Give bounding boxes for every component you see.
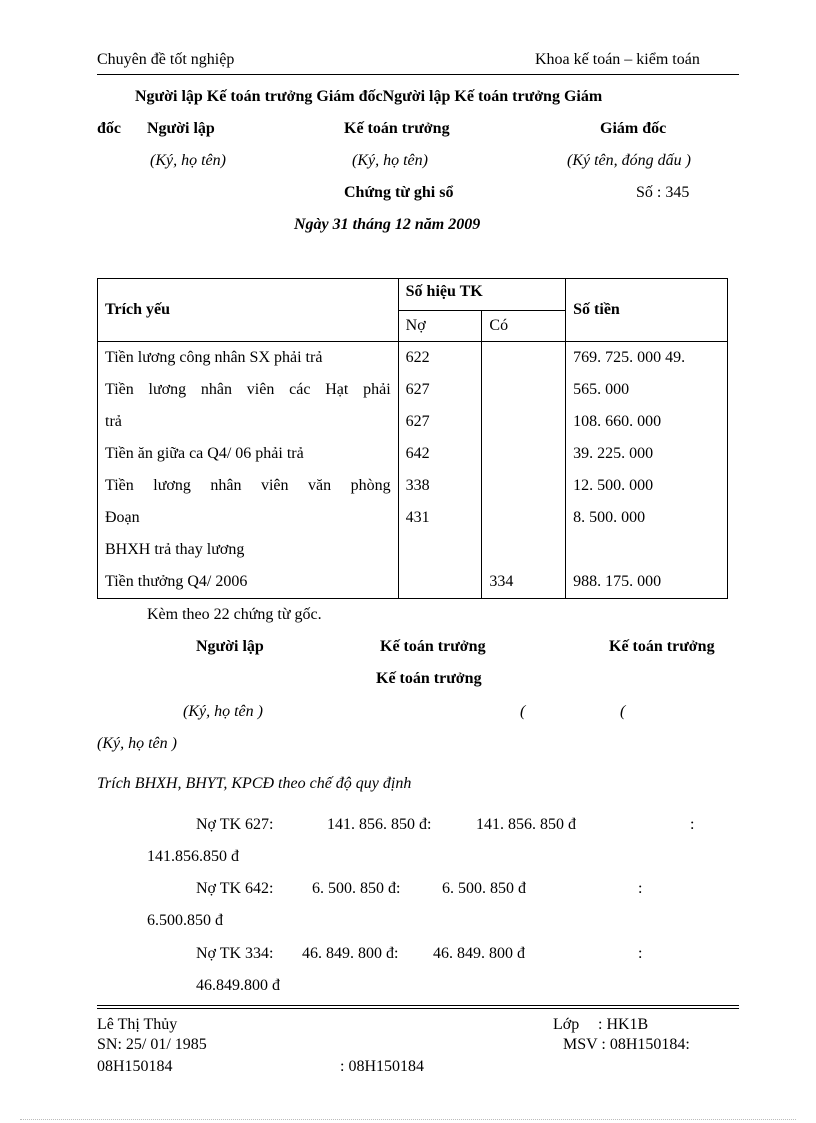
- amount-column: [566, 342, 728, 599]
- header-divider: [97, 74, 739, 75]
- entry-total: 46.849.800 đ: [196, 977, 280, 994]
- header-debit: Nợ: [398, 311, 482, 342]
- debit-column: [398, 342, 482, 599]
- debit-cell: 627: [405, 381, 430, 398]
- footer-class-value: : HK1B: [598, 1016, 649, 1033]
- sign-top-note-chief: (Ký, họ tên): [352, 152, 428, 169]
- header-summary: Trích yếu: [98, 279, 399, 342]
- amount-cell: 988. 175. 000: [573, 573, 662, 590]
- credit-column: [482, 342, 566, 599]
- credit-cell: [489, 438, 558, 470]
- entry-colon: :: [638, 880, 643, 897]
- amount-cell: 769. 725. 000 49.: [573, 349, 686, 366]
- sign-top-role-preparer: Người lập: [147, 120, 215, 137]
- header-amount: Số tiền: [566, 279, 728, 342]
- voucher-table: [97, 278, 728, 599]
- sign-bottom-chief-3: Kế toán trưởng: [376, 670, 482, 687]
- entry-value-2: 46. 849. 800 đ: [433, 945, 525, 962]
- sign-top-line1: Người lập Kế toán trưởng Giám đốcNgười lập Kế toán trưởng Giám: [135, 88, 603, 105]
- credit-cell: [489, 374, 558, 406]
- sign-top-role-chief: Kế toán trưởng: [344, 120, 450, 137]
- debit-cell: [406, 566, 475, 598]
- entry-colon: :: [638, 945, 643, 962]
- entry-value-2: 141. 856. 850 đ: [476, 816, 576, 833]
- debit-cell: 622: [405, 349, 430, 366]
- entry-label: Nợ TK 334:: [196, 945, 274, 962]
- footer-code-2: : 08H150184: [340, 1058, 424, 1075]
- amount-cell: 39. 225. 000: [573, 445, 654, 462]
- amount-cell: 8. 500. 000: [573, 509, 646, 526]
- summary-column: [98, 342, 399, 599]
- sign-bottom-paren-2: (: [620, 703, 626, 720]
- header-left: Chuyên đề tốt nghiệp: [97, 51, 235, 68]
- amount-cell: 108. 660. 000: [573, 413, 662, 430]
- amount-cell: 12. 500. 000: [573, 477, 654, 494]
- table-header-row: [98, 279, 728, 311]
- sign-bottom-note-2: (Ký, họ tên ): [97, 735, 177, 752]
- header-credit: Có: [482, 311, 566, 342]
- sign-top-prefix: đốc: [97, 120, 121, 137]
- entry-label: Nợ TK 642:: [196, 880, 274, 897]
- entry-colon: :: [690, 816, 695, 833]
- voucher-title: Chứng từ ghi sổ: [344, 184, 454, 201]
- sign-bottom-note-1: (Ký, họ tên ): [183, 703, 263, 720]
- credit-cell: [489, 534, 558, 566]
- summary-cell: Đoạn: [105, 509, 140, 526]
- entry-total: 141.856.850 đ: [147, 848, 239, 865]
- credit-cell: [489, 342, 558, 374]
- debit-cell: 431: [405, 509, 430, 526]
- header-right: Khoa kế toán – kiểm toán: [535, 51, 700, 68]
- voucher-date: Ngày 31 tháng 12 năm 2009: [294, 216, 481, 233]
- debit-cell: 642: [405, 445, 430, 462]
- credit-cell: 334: [489, 573, 514, 590]
- sign-bottom-paren-1: (: [520, 703, 526, 720]
- credit-cell: [489, 406, 558, 438]
- page-bottom-edge: [20, 1119, 796, 1120]
- footer-msv: MSV : 08H150184:: [563, 1036, 690, 1053]
- sign-bottom-chief-2: Kế toán trưởng: [609, 638, 715, 655]
- sign-bottom-preparer: Người lập: [196, 638, 264, 655]
- footer-dob: SN: 25/ 01/ 1985: [97, 1036, 207, 1053]
- summary-cell: Tiền lương nhân viên các Hạt phải: [105, 381, 391, 398]
- entry-value-2: 6. 500. 850 đ: [442, 880, 526, 897]
- entry-value-1: 46. 849. 800 đ:: [302, 945, 399, 962]
- summary-cell: BHXH trả thay lương: [105, 541, 245, 558]
- sign-top-note-preparer: (Ký, họ tên): [150, 152, 226, 169]
- entry-total: 6.500.850 đ: [147, 912, 223, 929]
- header-account: Số hiệu TK: [398, 279, 566, 311]
- amount-cell: [573, 534, 720, 566]
- summary-cell: trả: [105, 413, 122, 430]
- entry-value-1: 6. 500. 850 đ:: [312, 880, 401, 897]
- credit-cell: [489, 502, 558, 534]
- footer-code-1: 08H150184: [97, 1058, 173, 1075]
- credit-cell: [489, 470, 558, 502]
- amount-cell: 565. 000: [573, 381, 630, 398]
- summary-cell: Tiền lương công nhân SX phải trả: [105, 349, 323, 366]
- entry-label: Nợ TK 627:: [196, 816, 274, 833]
- sign-bottom-chief-1: Kế toán trưởng: [380, 638, 486, 655]
- sign-top-role-director: Giám đốc: [600, 120, 667, 137]
- sign-top-note-director: (Ký tên, đóng dấu ): [567, 152, 691, 169]
- debit-cell: [406, 534, 475, 566]
- debit-cell: 627: [405, 413, 430, 430]
- footer-class-label: Lớp: [553, 1016, 580, 1033]
- footer-name: Lê Thị Thủy: [97, 1016, 178, 1033]
- footer-divider: [97, 1005, 739, 1009]
- entry-value-1: 141. 856. 850 đ:: [327, 816, 432, 833]
- summary-cell: Tiền lương nhân viên văn phòng: [105, 477, 391, 494]
- voucher-number: Số : 345: [636, 184, 690, 201]
- attached-note: Kèm theo 22 chứng từ gốc.: [147, 606, 322, 623]
- bhxh-title: Trích BHXH, BHYT, KPCĐ theo chế độ quy định: [97, 775, 412, 792]
- summary-cell: Tiền ăn giữa ca Q4/ 06 phải trả: [105, 445, 304, 462]
- summary-cell: Tiền thưởng Q4/ 2006: [105, 573, 248, 590]
- table-body-row: [98, 342, 728, 599]
- debit-cell: 338: [405, 477, 430, 494]
